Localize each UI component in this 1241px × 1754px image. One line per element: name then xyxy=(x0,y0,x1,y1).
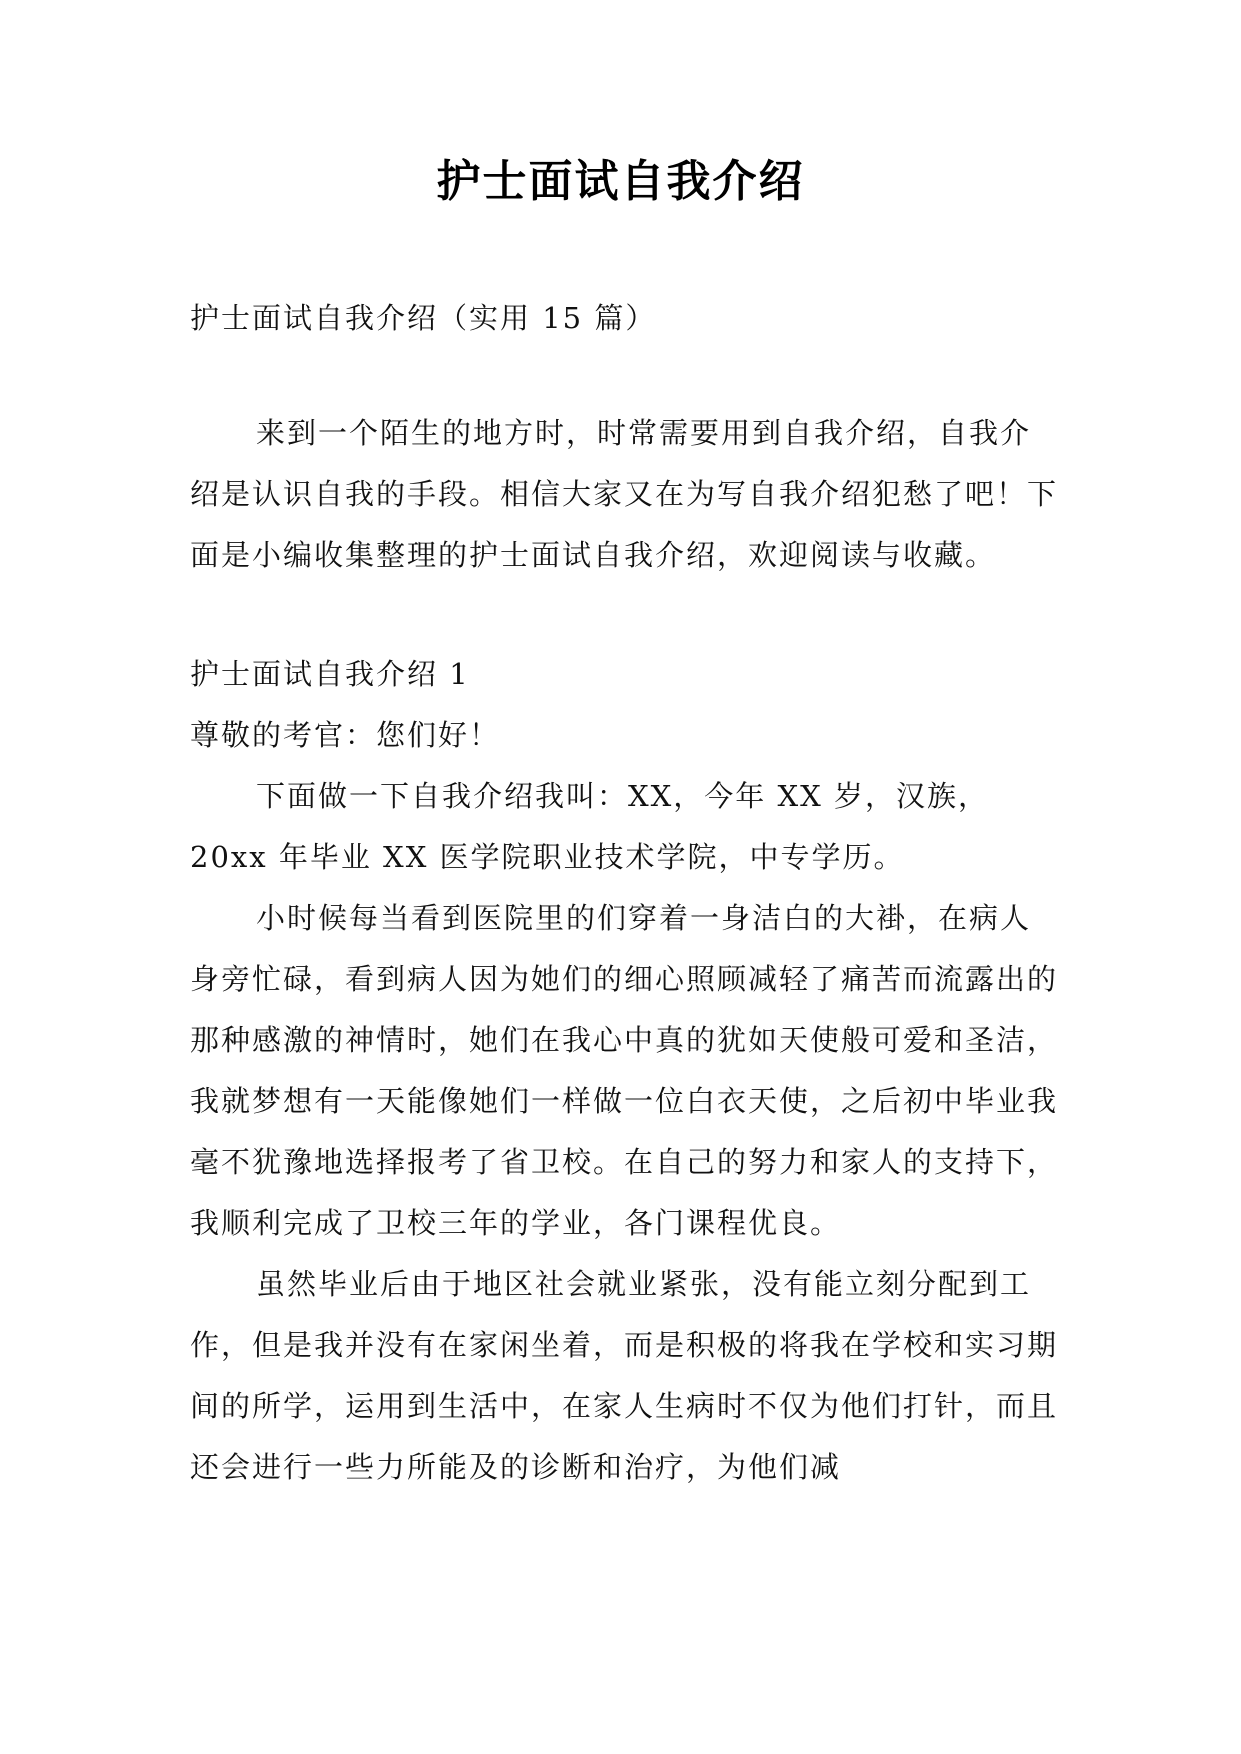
intro-paragraph: 来到一个陌生的地方时，时常需要用到自我介绍，自我介绍是认识自我的手段。相信大家又在为写自我介绍犯愁了吧！下面是小编收集整理的护士面试自我介绍，欢迎阅读与收藏。 xyxy=(190,416,1059,572)
section-heading: 护士面试自我介绍 1 xyxy=(190,657,470,691)
greeting-line: 尊敬的考官：您们好！ xyxy=(190,718,501,752)
document-body xyxy=(190,288,1060,1498)
body-paragraph: 小时候每当看到医院里的们穿着一身洁白的大褂，在病人身旁忙碌，看到病人因为她们的细心照顾减轻了痛苦而流露出的那种感激的神情时，她们在我心中真的犹如天使般可爱和圣洁，我就梦想有一天能像她们一样做一位白衣天使，之后初中毕业我毫不犹豫地选择报考了省卫校。在自己的努力和家人的支持下，我顺利完成了卫校三年的学业，各门课程优良。 xyxy=(190,901,1059,1240)
body-paragraph: 虽然毕业后由于地区社会就业紧张，没有能立刻分配到工作，但是我并没有在家闲坐着，而是积极的将我在学校和实习期间的所学，运用到生活中，在家人生病时不仅为他们打针，而且还会进行一些力所能及的诊断和治疗，为他们减 xyxy=(190,1267,1059,1484)
document-title: 护士面试自我介绍 xyxy=(436,156,805,207)
document-subtitle: 护士面试自我介绍（实用 15 篇） xyxy=(190,301,657,335)
body-paragraph: 下面做一下自我介绍我叫：XX，今年 XX 岁，汉族，20xx 年毕业 XX 医学院职业技术学院，中专学历。 xyxy=(190,779,990,874)
